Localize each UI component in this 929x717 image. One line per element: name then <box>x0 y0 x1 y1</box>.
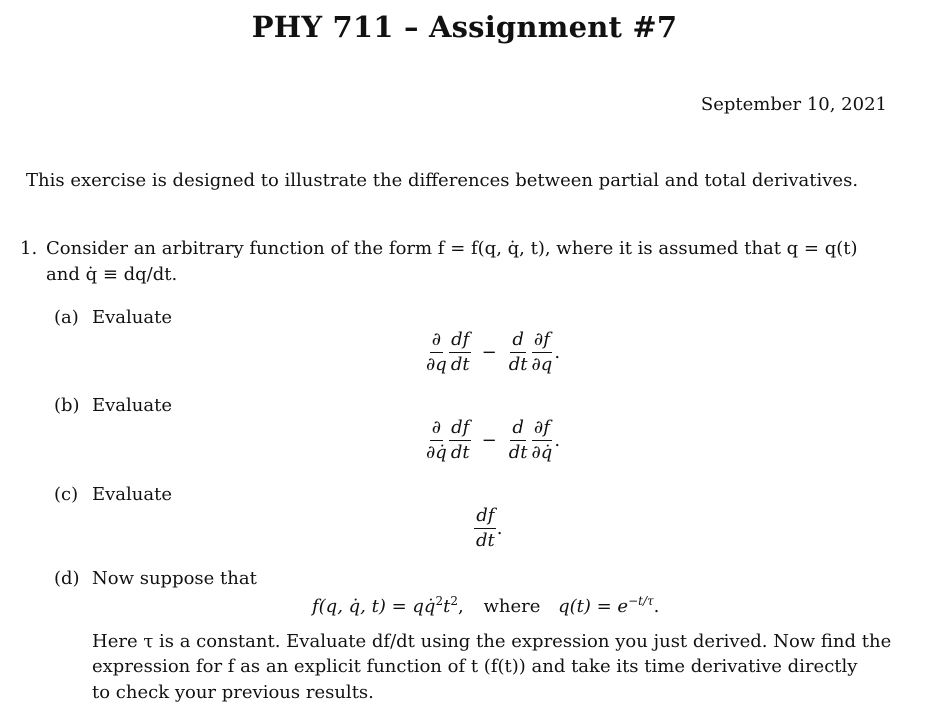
frac: $\frac{\partial f}{\partial q̇}$ <box>531 417 553 463</box>
problem-line-2: and q̇ ≡ dq/dt. <box>46 264 178 285</box>
date: September 10, 2021 <box>700 94 887 115</box>
part-c-text: Evaluate <box>92 484 173 505</box>
intro-paragraph: This exercise is designed to illustrate the differences between partial and total derivatives. <box>26 170 859 191</box>
frac: $\frac{df}{dt}$ <box>450 329 470 375</box>
part-a-label: (a) <box>54 307 79 328</box>
frac: $\frac{d}{dt}$ <box>508 417 528 463</box>
part-d-paragraph-line-1: Here τ is a constant. Evaluate df/dt using the expression you just derived. Now find the <box>92 631 892 652</box>
problem-line-1: Consider an arbitrary function of the form f = f(q, q̇, t), where it is assumed that q = q(t) <box>46 238 858 259</box>
part-d-label: (d) <box>54 568 80 589</box>
equation-b: $\frac{\partial}{\partial q̇}$ $\frac{df}{dt}$ − $\frac{d}{dt}$ $\frac{\partial f}{\partial q̇}$ . <box>426 417 561 463</box>
frac: $\frac{\partial f}{\partial q}$ <box>531 329 553 375</box>
frac: $\frac{\partial}{\partial q̇}$ <box>426 417 447 463</box>
part-d-paragraph-line-3: to check your previous results. <box>92 682 374 703</box>
frac: $\frac{d}{dt}$ <box>508 329 528 375</box>
frac: $\frac{\partial}{\partial q}$ <box>426 329 447 375</box>
part-c-label: (c) <box>54 484 79 505</box>
part-a-text: Evaluate <box>92 307 173 328</box>
equation-d: f(q, q̇, $t) = qq̇^2t^2$, where $q(t) = e^{-t/\tau}$. <box>312 594 660 617</box>
part-b-label: (b) <box>54 395 80 416</box>
equation-a: $\frac{\partial}{\partial q}$ $\frac{df}{dt}$ − $\frac{d}{dt}$ $\frac{\partial f}{\partial q}$ . <box>426 329 561 375</box>
frac: $\frac{df}{dt}$ <box>476 505 495 551</box>
problem-number: 1. <box>20 238 38 259</box>
part-b-text: Evaluate <box>92 395 173 416</box>
equation-c: $\frac{df}{dt}$ . <box>476 505 503 551</box>
page-title: PHY 711 – Assignment #7 <box>251 10 678 44</box>
part-d-paragraph-line-2: expression for f as an explicit function of t (f(t)) and take its time derivative directly <box>92 656 858 677</box>
part-d-text: Now suppose that <box>92 568 257 589</box>
frac: $\frac{df}{dt}$ <box>450 417 470 463</box>
